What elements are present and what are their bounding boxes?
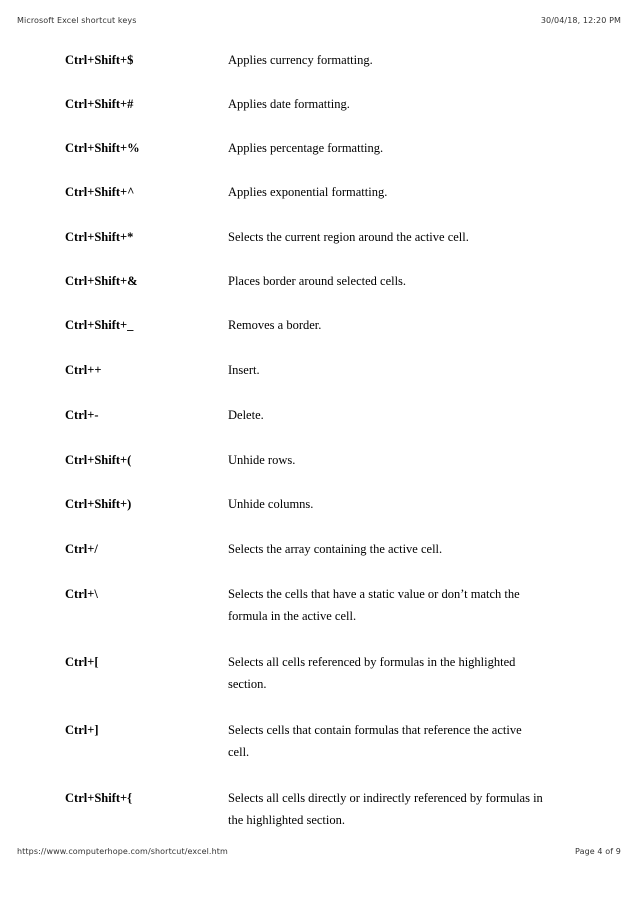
shortcut-key: Ctrl+Shift+$ (65, 53, 134, 67)
shortcut-key: Ctrl+] (65, 723, 99, 737)
shortcut-key: Ctrl+Shift+% (65, 141, 140, 155)
shortcut-description (228, 651, 588, 695)
shortcut-description (228, 359, 588, 381)
shortcut-description (228, 787, 588, 831)
shortcut-description (228, 137, 588, 159)
description-line: Selects the cells that have a static value or don’t match the (228, 587, 520, 601)
description-line: Delete. (228, 408, 264, 422)
shortcut-description (228, 493, 588, 515)
description-line: Unhide columns. (228, 497, 314, 511)
shortcut-key: Ctrl++ (65, 363, 102, 377)
footer-url: https://www.computerhope.com/shortcut/excel.htm (17, 847, 228, 856)
page-footer (17, 847, 621, 856)
header-title: Microsoft Excel shortcut keys (17, 16, 137, 25)
description-line: Unhide rows. (228, 453, 296, 467)
shortcut-key: Ctrl+Shift+^ (65, 185, 135, 199)
description-line: Removes a border. (228, 318, 322, 332)
shortcut-key: Ctrl+Shift+_ (65, 318, 134, 332)
shortcut-key: Ctrl+Shift+) (65, 497, 132, 511)
description-line: section. (228, 677, 267, 691)
shortcut-key: Ctrl+\ (65, 587, 98, 601)
description-line: Selects cells that contain formulas that reference the active (228, 723, 522, 737)
description-line: Selects all cells directly or indirectly referenced by formulas in (228, 791, 543, 805)
header-datetime: 30/04/18, 12:20 PM (540, 16, 621, 25)
shortcut-description (228, 181, 588, 203)
description-line: Applies percentage formatting. (228, 141, 384, 155)
description-line: Applies date formatting. (228, 97, 350, 111)
shortcut-key: Ctrl+Shift+{ (65, 791, 133, 805)
description-line: the highlighted section. (228, 813, 345, 827)
shortcut-key: Ctrl+Shift+* (65, 230, 134, 244)
description-line: Selects the current region around the active cell. (228, 230, 469, 244)
shortcut-description (228, 719, 588, 763)
description-line: Insert. (228, 363, 260, 377)
description-line: cell. (228, 745, 250, 759)
description-line: formula in the active cell. (228, 609, 357, 623)
description-line: Places border around selected cells. (228, 274, 407, 288)
description-line: Applies exponential formatting. (228, 185, 388, 199)
shortcut-key: Ctrl+Shift+# (65, 97, 134, 111)
footer-page-number: Page 4 of 9 (575, 847, 621, 856)
shortcut-key: Ctrl+/ (65, 542, 98, 556)
shortcut-description (228, 538, 588, 560)
description-line: Selects the array containing the active cell. (228, 542, 443, 556)
shortcut-description (228, 404, 588, 426)
shortcut-description (228, 93, 588, 115)
shortcut-description (228, 270, 588, 292)
shortcut-description (228, 449, 588, 471)
description-line: Selects all cells referenced by formulas in the highlighted (228, 655, 516, 669)
description-line: Applies currency formatting. (228, 53, 373, 67)
shortcut-description (228, 49, 588, 71)
shortcut-key: Ctrl+[ (65, 655, 99, 669)
shortcut-key: Ctrl+- (65, 408, 99, 422)
shortcut-description (228, 314, 588, 336)
shortcut-description (228, 583, 588, 627)
shortcut-key: Ctrl+Shift+( (65, 453, 132, 467)
shortcut-key: Ctrl+Shift+& (65, 274, 138, 288)
shortcut-description (228, 226, 588, 248)
